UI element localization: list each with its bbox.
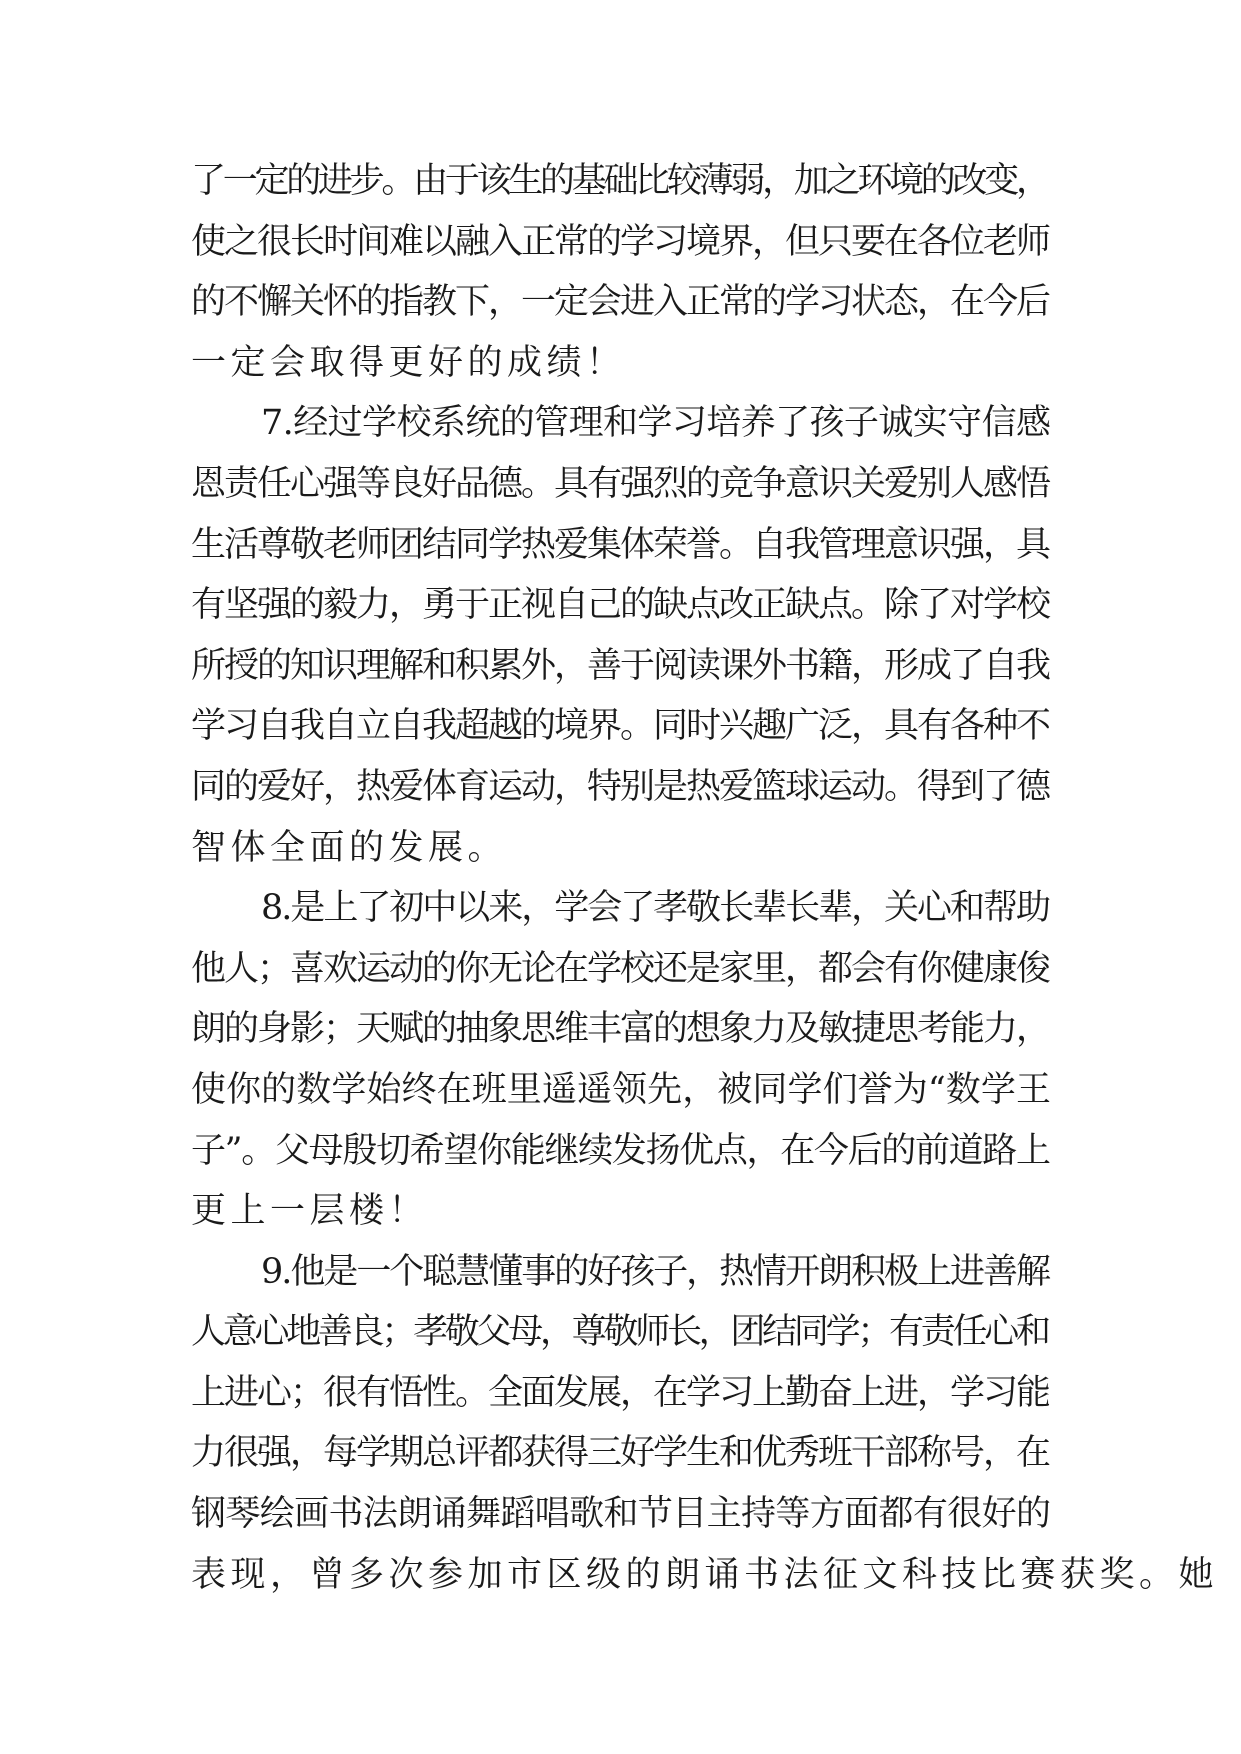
document-body [191,158,1219,1612]
text-line: 9.他是一个聪慧懂事的好孩子，热情开朗积极上进善解 [261,1251,1049,1292]
text-line: 表现，曾多次参加市区级的朗诵书法征文科技比赛获奖。她 [191,1554,1219,1595]
text-line: 智体全面的发展。 [191,827,508,868]
text-line: 钢琴绘画书法朗诵舞蹈唱歌和节目主持等方面都有很好的 [191,1494,1051,1535]
text-line: 朗的身影；天赋的抽象思维丰富的想象力及敏捷思考能力， [191,1009,1049,1050]
text-line: 8.是上了初中以来，学会了孝敬长辈长辈，关心和帮助 [261,888,1049,929]
text-line: 学习自我自立自我超越的境界。同时兴趣广泛，具有各种不 [191,706,1049,747]
text-line: 上进心；很有悟性。全面发展，在学习上勤奋上进，学习能 [191,1372,1049,1413]
text-line: 使你的数学始终在班里遥遥领先，被同学们誉为“数学王 [191,1069,1052,1110]
text-line: 子”。父母殷切希望你能继续发扬优点，在今后的前道路上 [191,1130,1050,1171]
text-line: 人意心地善良；孝敬父母，尊敬师长，团结同学；有责任心和 [191,1312,1048,1353]
text-line: 一定会取得更好的成绩！ [191,342,626,383]
text-line: 7.经过学校系统的管理和学习培养了孩子诚实守信感 [261,403,1051,444]
text-line: 他人；喜欢运动的你无论在学校还是家里，都会有你健康俊 [191,948,1049,989]
text-line: 的不懈关怀的指教下，一定会进入正常的学习状态，在今后 [191,282,1049,323]
text-line: 力很强，每学期总评都获得三好学生和优秀班干部称号，在 [191,1433,1049,1474]
text-line: 有坚强的毅力，勇于正视自己的缺点改正缺点。除了对学校 [191,585,1049,626]
text-line: 同的爱好，热爱体育运动，特别是热爱篮球运动。得到了德 [191,766,1049,807]
text-line: 恩责任心强等良好品德。具有强烈的竞争意识关爱别人感悟 [191,463,1049,504]
text-line: 了一定的进步。由于该生的基础比较薄弱，加之环境的改变， [191,161,1048,201]
text-line: 所授的知识理解和积累外，善于阅读课外书籍，形成了自我 [191,645,1049,686]
text-line: 使之很长时间难以融入正常的学习境界，但只要在各位老师 [191,221,1049,262]
text-line: 更上一层楼！ [191,1191,429,1232]
text-line: 生活尊敬老师团结同学热爱集体荣誉。自我管理意识强，具 [191,524,1049,565]
